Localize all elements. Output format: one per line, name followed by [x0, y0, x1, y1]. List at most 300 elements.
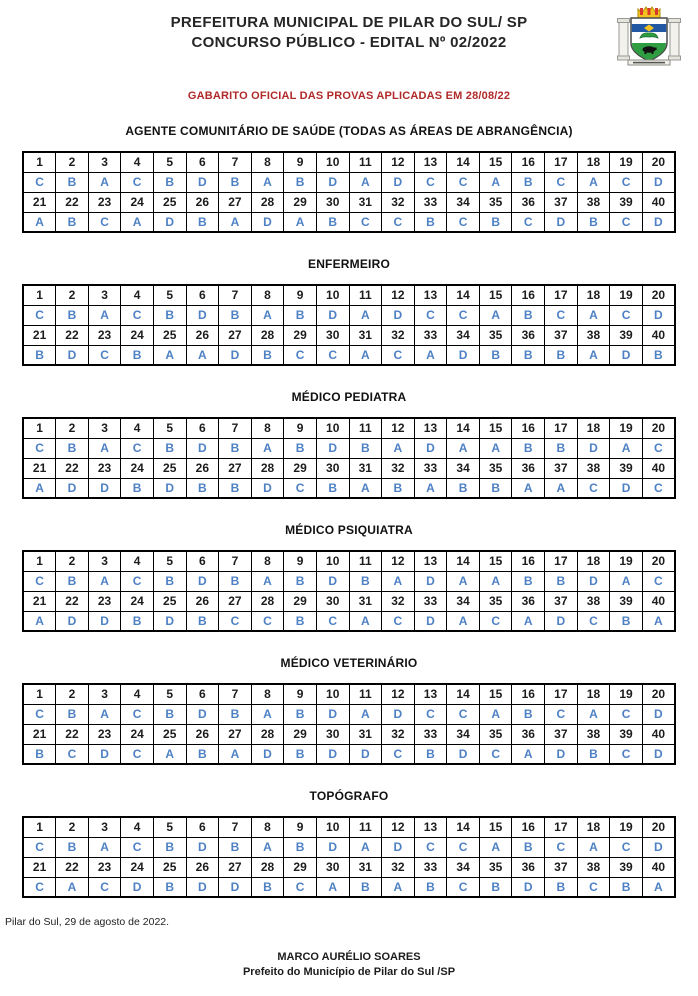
- question-number-cell: 26: [186, 724, 219, 744]
- question-number-cell: 40: [642, 591, 675, 611]
- question-number-cell: 30: [316, 724, 349, 744]
- answer-cell: B: [512, 305, 545, 325]
- answer-cell: A: [219, 212, 252, 232]
- question-number-cell: 3: [88, 817, 121, 837]
- document-title-line1: PREFEITURA MUNICIPAL DE PILAR DO SUL/ SP: [170, 14, 528, 31]
- answer-cell: A: [23, 478, 56, 498]
- answer-key-section: [0, 257, 698, 366]
- answer-row: [23, 345, 675, 365]
- answer-cell: C: [121, 704, 154, 724]
- question-number-cell: 40: [642, 458, 675, 478]
- question-number-cell: 39: [610, 192, 643, 212]
- question-number-cell: 4: [121, 817, 154, 837]
- question-number-cell: 32: [382, 458, 415, 478]
- answer-cell: A: [512, 611, 545, 631]
- answer-cell: B: [251, 877, 284, 897]
- question-number-cell: 5: [153, 817, 186, 837]
- answer-cell: D: [186, 837, 219, 857]
- question-number-cell: 8: [251, 684, 284, 704]
- answer-row: [23, 611, 675, 631]
- answer-cell: B: [56, 837, 89, 857]
- question-number-cell: 20: [642, 152, 675, 172]
- answer-cell: D: [414, 571, 447, 591]
- answer-cell: D: [186, 704, 219, 724]
- question-number-row: [23, 551, 675, 571]
- footer-date: Pilar do Sul, 29 de agosto de 2022.: [5, 916, 170, 928]
- question-number-cell: 5: [153, 418, 186, 438]
- question-number-cell: 39: [610, 857, 643, 877]
- question-number-cell: 28: [251, 724, 284, 744]
- answer-cell: A: [251, 305, 284, 325]
- answer-cell: D: [577, 571, 610, 591]
- answer-cell: D: [577, 438, 610, 458]
- question-number-cell: 13: [414, 684, 447, 704]
- answer-cell: D: [545, 212, 578, 232]
- section-title: ENFERMEIRO: [307, 257, 390, 271]
- section-title: MÉDICO VETERINÁRIO: [280, 656, 418, 670]
- question-number-cell: 26: [186, 192, 219, 212]
- signature-title: Prefeito do Município de Pilar do Sul /SP: [242, 966, 456, 978]
- question-number-cell: 10: [316, 285, 349, 305]
- answer-cell: A: [577, 345, 610, 365]
- answer-cell: A: [251, 704, 284, 724]
- answer-cell: C: [545, 172, 578, 192]
- answer-cell: C: [284, 345, 317, 365]
- answer-cell: A: [349, 611, 382, 631]
- question-number-cell: 6: [186, 418, 219, 438]
- answer-cell: D: [186, 438, 219, 458]
- question-number-cell: 7: [219, 152, 252, 172]
- answer-table: [22, 284, 676, 366]
- answer-cell: B: [186, 212, 219, 232]
- answer-cell: A: [479, 438, 512, 458]
- question-number-cell: 40: [642, 192, 675, 212]
- answer-cell: D: [642, 305, 675, 325]
- question-number-cell: 7: [219, 817, 252, 837]
- question-number-cell: 14: [447, 418, 480, 438]
- answer-cell: D: [316, 172, 349, 192]
- question-number-row: [23, 192, 675, 212]
- answer-table-body: [23, 817, 675, 897]
- question-number-cell: 2: [56, 285, 89, 305]
- answer-cell: A: [479, 571, 512, 591]
- question-number-cell: 22: [56, 192, 89, 212]
- question-number-cell: 11: [349, 817, 382, 837]
- answer-cell: C: [121, 571, 154, 591]
- question-number-cell: 4: [121, 152, 154, 172]
- question-number-cell: 21: [23, 458, 56, 478]
- section-title: MÉDICO PEDIATRA: [291, 390, 407, 404]
- question-number-cell: 8: [251, 817, 284, 837]
- question-number-cell: 17: [545, 684, 578, 704]
- question-number-cell: 12: [382, 152, 415, 172]
- question-number-cell: 22: [56, 724, 89, 744]
- question-number-cell: 24: [121, 192, 154, 212]
- question-number-cell: 9: [284, 551, 317, 571]
- question-number-cell: 9: [284, 817, 317, 837]
- question-number-cell: 22: [56, 591, 89, 611]
- signature-name: MARCO AURÉLIO SOARES: [277, 951, 421, 963]
- answer-cell: D: [414, 611, 447, 631]
- question-number-cell: 6: [186, 551, 219, 571]
- answer-cell: A: [382, 877, 415, 897]
- answer-cell: D: [88, 478, 121, 498]
- answer-cell: C: [447, 172, 480, 192]
- answer-cell: D: [186, 571, 219, 591]
- question-number-cell: 9: [284, 684, 317, 704]
- answer-cell: B: [284, 744, 317, 764]
- answer-cell: C: [610, 704, 643, 724]
- question-number-cell: 12: [382, 551, 415, 571]
- answer-cell: D: [382, 837, 415, 857]
- answer-cell: A: [251, 438, 284, 458]
- question-number-cell: 38: [577, 857, 610, 877]
- answer-cell: C: [642, 478, 675, 498]
- answer-cell: B: [642, 345, 675, 365]
- answer-cell: A: [88, 571, 121, 591]
- answer-cell: C: [642, 438, 675, 458]
- question-number-cell: 20: [642, 551, 675, 571]
- answer-cell: B: [56, 212, 89, 232]
- answer-cell: B: [23, 744, 56, 764]
- question-number-cell: 31: [349, 458, 382, 478]
- answer-cell: C: [610, 212, 643, 232]
- answer-cell: C: [23, 837, 56, 857]
- answer-cell: C: [23, 172, 56, 192]
- answer-row: [23, 877, 675, 897]
- answer-cell: D: [56, 345, 89, 365]
- question-number-cell: 23: [88, 857, 121, 877]
- question-number-cell: 34: [447, 325, 480, 345]
- question-number-cell: 9: [284, 285, 317, 305]
- answer-cell: A: [577, 837, 610, 857]
- question-number-cell: 29: [284, 724, 317, 744]
- answer-cell: D: [88, 611, 121, 631]
- answer-cell: D: [447, 345, 480, 365]
- answer-cell: A: [610, 438, 643, 458]
- section-title: TOPÓGRAFO: [309, 789, 389, 803]
- question-number-cell: 19: [610, 152, 643, 172]
- question-number-cell: 28: [251, 458, 284, 478]
- question-number-cell: 16: [512, 551, 545, 571]
- question-number-cell: 34: [447, 724, 480, 744]
- answer-cell: C: [545, 837, 578, 857]
- question-number-cell: 16: [512, 285, 545, 305]
- question-number-cell: 35: [479, 458, 512, 478]
- question-number-cell: 38: [577, 325, 610, 345]
- answer-cell: C: [88, 212, 121, 232]
- answer-cell: A: [479, 305, 512, 325]
- question-number-cell: 37: [545, 857, 578, 877]
- question-number-cell: 24: [121, 325, 154, 345]
- question-number-cell: 25: [153, 591, 186, 611]
- question-number-cell: 36: [512, 591, 545, 611]
- answer-cell: D: [186, 172, 219, 192]
- question-number-cell: 31: [349, 325, 382, 345]
- sections-container: [0, 124, 698, 898]
- answer-cell: D: [316, 837, 349, 857]
- answer-cell: D: [642, 172, 675, 192]
- answer-cell: B: [316, 212, 349, 232]
- question-number-cell: 30: [316, 192, 349, 212]
- question-number-cell: 4: [121, 551, 154, 571]
- question-number-cell: 36: [512, 192, 545, 212]
- answer-cell: D: [219, 877, 252, 897]
- answer-key-section: [0, 656, 698, 765]
- question-number-cell: 27: [219, 192, 252, 212]
- gabarito-subtitle: GABARITO OFICIAL DAS PROVAS APLICADAS EM 28/08/22: [187, 90, 511, 102]
- answer-cell: A: [479, 704, 512, 724]
- answer-cell: B: [479, 345, 512, 365]
- answer-cell: C: [121, 744, 154, 764]
- question-number-cell: 3: [88, 285, 121, 305]
- answer-cell: B: [219, 571, 252, 591]
- answer-cell: B: [23, 345, 56, 365]
- answer-cell: B: [349, 571, 382, 591]
- question-number-cell: 34: [447, 192, 480, 212]
- question-number-cell: 15: [479, 418, 512, 438]
- answer-cell: D: [121, 877, 154, 897]
- answer-cell: B: [349, 877, 382, 897]
- answer-cell: A: [642, 877, 675, 897]
- question-number-cell: 12: [382, 418, 415, 438]
- municipal-coat-of-arms-icon: [616, 5, 682, 71]
- answer-cell: B: [56, 438, 89, 458]
- question-number-cell: 14: [447, 152, 480, 172]
- answer-cell: B: [284, 611, 317, 631]
- section-title: AGENTE COMUNITÁRIO DE SAÚDE (TODAS AS ÁREAS DE ABRANGÊNCIA): [125, 124, 573, 138]
- answer-key-section: [0, 789, 698, 898]
- answer-cell: C: [121, 305, 154, 325]
- question-number-cell: 37: [545, 591, 578, 611]
- answer-table: [22, 151, 676, 233]
- question-number-row: [23, 684, 675, 704]
- answer-cell: B: [186, 478, 219, 498]
- question-number-cell: 7: [219, 285, 252, 305]
- question-number-cell: 17: [545, 285, 578, 305]
- question-number-cell: 32: [382, 857, 415, 877]
- answer-cell: D: [153, 611, 186, 631]
- answer-cell: A: [219, 744, 252, 764]
- question-number-cell: 15: [479, 285, 512, 305]
- question-number-cell: 13: [414, 551, 447, 571]
- answer-cell: C: [414, 305, 447, 325]
- question-number-cell: 16: [512, 817, 545, 837]
- answer-cell: C: [447, 704, 480, 724]
- question-number-cell: 19: [610, 817, 643, 837]
- answer-cell: D: [88, 744, 121, 764]
- question-number-cell: 21: [23, 591, 56, 611]
- question-number-cell: 38: [577, 192, 610, 212]
- question-number-cell: 11: [349, 285, 382, 305]
- question-number-cell: 7: [219, 551, 252, 571]
- answer-cell: A: [251, 837, 284, 857]
- question-number-cell: 17: [545, 551, 578, 571]
- question-number-cell: 39: [610, 724, 643, 744]
- question-number-cell: 26: [186, 591, 219, 611]
- answer-row: [23, 571, 675, 591]
- question-number-cell: 17: [545, 817, 578, 837]
- question-number-cell: 38: [577, 458, 610, 478]
- answer-table: [22, 683, 676, 765]
- answer-cell: B: [577, 212, 610, 232]
- answer-cell: A: [447, 611, 480, 631]
- question-number-cell: 31: [349, 724, 382, 744]
- answer-table-body: [23, 285, 675, 365]
- answer-cell: A: [316, 877, 349, 897]
- question-number-cell: 8: [251, 418, 284, 438]
- question-number-cell: 8: [251, 551, 284, 571]
- answer-cell: B: [219, 837, 252, 857]
- question-number-cell: 3: [88, 684, 121, 704]
- question-number-cell: 14: [447, 285, 480, 305]
- answer-cell: B: [512, 571, 545, 591]
- question-number-cell: 14: [447, 817, 480, 837]
- answer-row: [23, 837, 675, 857]
- answer-cell: B: [284, 172, 317, 192]
- question-number-cell: 23: [88, 591, 121, 611]
- question-number-cell: 9: [284, 152, 317, 172]
- answer-cell: C: [610, 744, 643, 764]
- question-number-cell: 12: [382, 285, 415, 305]
- question-number-cell: 17: [545, 152, 578, 172]
- question-number-cell: 3: [88, 152, 121, 172]
- document-header: [0, 13, 698, 53]
- question-number-cell: 10: [316, 551, 349, 571]
- answer-cell: B: [382, 478, 415, 498]
- answer-cell: B: [349, 438, 382, 458]
- question-number-cell: 19: [610, 551, 643, 571]
- question-number-cell: 21: [23, 325, 56, 345]
- question-number-cell: 37: [545, 724, 578, 744]
- question-number-cell: 15: [479, 551, 512, 571]
- question-number-cell: 14: [447, 684, 480, 704]
- answer-cell: A: [414, 345, 447, 365]
- answer-cell: A: [479, 172, 512, 192]
- answer-cell: D: [186, 305, 219, 325]
- answer-cell: B: [219, 438, 252, 458]
- question-number-cell: 29: [284, 591, 317, 611]
- answer-cell: C: [382, 744, 415, 764]
- question-number-cell: 35: [479, 192, 512, 212]
- answer-cell: B: [512, 172, 545, 192]
- answer-cell: C: [577, 877, 610, 897]
- answer-cell: A: [349, 837, 382, 857]
- answer-cell: B: [121, 478, 154, 498]
- question-number-cell: 11: [349, 684, 382, 704]
- question-number-cell: 1: [23, 152, 56, 172]
- answer-table-body: [23, 551, 675, 631]
- question-number-cell: 18: [577, 285, 610, 305]
- question-number-cell: 32: [382, 192, 415, 212]
- answer-cell: B: [284, 305, 317, 325]
- question-number-cell: 24: [121, 591, 154, 611]
- question-number-cell: 30: [316, 325, 349, 345]
- answer-cell: A: [88, 438, 121, 458]
- question-number-row: [23, 325, 675, 345]
- question-number-cell: 22: [56, 857, 89, 877]
- answer-cell: C: [56, 744, 89, 764]
- question-number-cell: 16: [512, 418, 545, 438]
- question-number-row: [23, 724, 675, 744]
- question-number-cell: 27: [219, 857, 252, 877]
- answer-cell: D: [382, 704, 415, 724]
- question-number-cell: 15: [479, 152, 512, 172]
- question-number-cell: 1: [23, 551, 56, 571]
- question-number-cell: 29: [284, 192, 317, 212]
- question-number-cell: 16: [512, 152, 545, 172]
- question-number-cell: 23: [88, 325, 121, 345]
- question-number-cell: 25: [153, 857, 186, 877]
- answer-cell: C: [316, 611, 349, 631]
- question-number-cell: 36: [512, 458, 545, 478]
- answer-cell: B: [545, 877, 578, 897]
- question-number-row: [23, 152, 675, 172]
- answer-cell: D: [447, 744, 480, 764]
- question-number-cell: 27: [219, 458, 252, 478]
- question-number-cell: 34: [447, 591, 480, 611]
- question-number-cell: 26: [186, 325, 219, 345]
- question-number-cell: 29: [284, 325, 317, 345]
- answer-cell: B: [56, 172, 89, 192]
- question-number-cell: 2: [56, 684, 89, 704]
- answer-key-section: [0, 124, 698, 233]
- question-number-cell: 24: [121, 857, 154, 877]
- answer-cell: C: [284, 877, 317, 897]
- answer-cell: A: [642, 611, 675, 631]
- question-number-cell: 34: [447, 458, 480, 478]
- question-number-cell: 19: [610, 684, 643, 704]
- answer-cell: B: [56, 571, 89, 591]
- question-number-cell: 4: [121, 684, 154, 704]
- question-number-cell: 14: [447, 551, 480, 571]
- question-number-cell: 13: [414, 285, 447, 305]
- answer-cell: C: [479, 744, 512, 764]
- question-number-cell: 31: [349, 192, 382, 212]
- answer-cell: B: [610, 611, 643, 631]
- question-number-row: [23, 458, 675, 478]
- answer-cell: A: [349, 305, 382, 325]
- answer-cell: D: [642, 212, 675, 232]
- question-number-cell: 28: [251, 325, 284, 345]
- answer-table-body: [23, 152, 675, 232]
- question-number-cell: 8: [251, 152, 284, 172]
- question-number-row: [23, 591, 675, 611]
- question-number-cell: 18: [577, 551, 610, 571]
- question-number-cell: 35: [479, 724, 512, 744]
- answer-cell: D: [349, 744, 382, 764]
- answer-cell: B: [219, 704, 252, 724]
- question-number-cell: 10: [316, 152, 349, 172]
- answer-cell: A: [577, 172, 610, 192]
- answer-cell: C: [447, 837, 480, 857]
- answer-cell: D: [186, 877, 219, 897]
- answer-cell: A: [88, 704, 121, 724]
- answer-cell: B: [545, 571, 578, 591]
- answer-cell: B: [479, 877, 512, 897]
- answer-cell: B: [153, 305, 186, 325]
- question-number-cell: 8: [251, 285, 284, 305]
- question-number-cell: 21: [23, 857, 56, 877]
- question-number-cell: 5: [153, 285, 186, 305]
- answer-table: [22, 417, 676, 499]
- question-number-cell: 36: [512, 857, 545, 877]
- question-number-cell: 25: [153, 325, 186, 345]
- question-number-cell: 39: [610, 591, 643, 611]
- answer-cell: B: [153, 172, 186, 192]
- answer-cell: A: [349, 478, 382, 498]
- question-number-row: [23, 817, 675, 837]
